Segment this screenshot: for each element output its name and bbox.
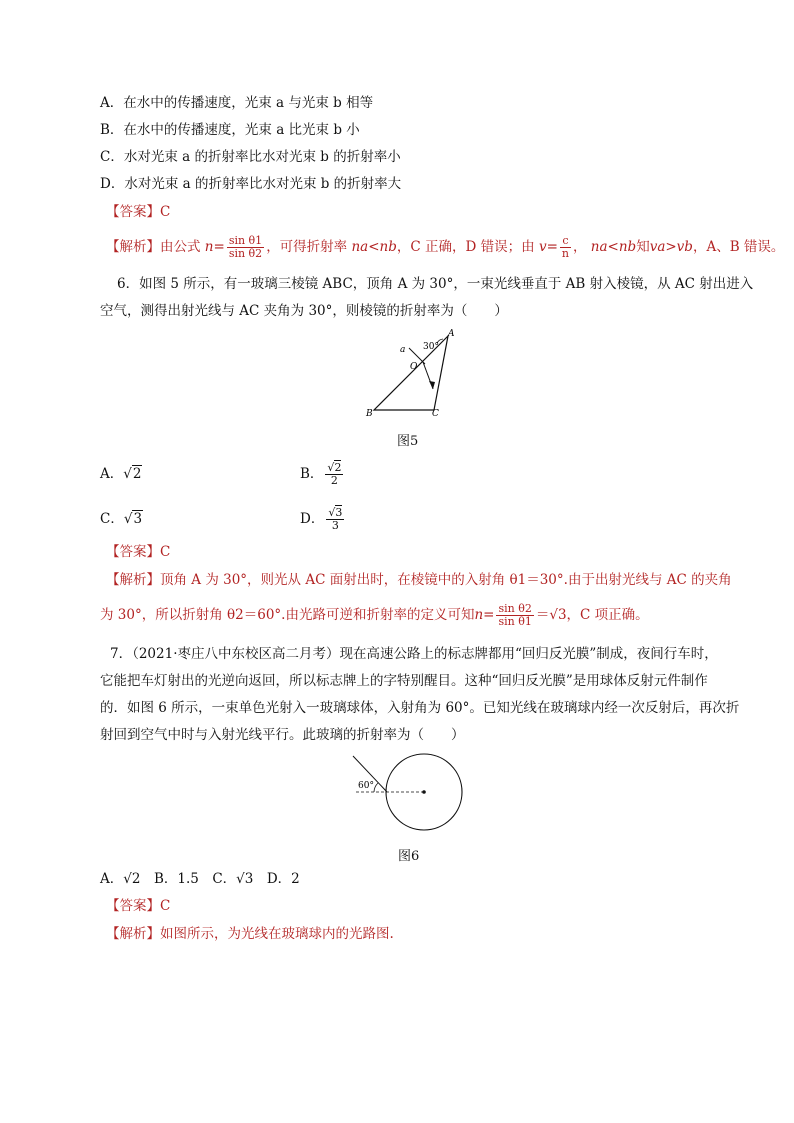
q6-stem-line-2: 空气，测得出射光线与 AC 夹角为 30°，则棱镜的折射率为（ ） (100, 303, 508, 319)
option-b-fraction: $\frac{√2}{2}$ (327, 461, 342, 487)
q5-option-a: A．在水中的传播速度，光束 a 与光束 b 相等 (100, 95, 374, 111)
q6-analysis-line-2: 为 30°，所以折射角 θ2＝60°.由光路可逆和折射率的定义可知n= $\frac{\text{sin θ2}}{\text{sin θ1}}$ ＝√3，C 项正确。 (100, 602, 649, 628)
q6-answer: 【答案】C (106, 544, 171, 560)
q5-formula-fraction: $\frac{\text{sin θ1}}{\text{sin θ2}}$ (228, 234, 263, 260)
sphere-figure (346, 750, 466, 840)
q6-option-a: A．√2 (100, 466, 142, 482)
label-vertex-a: A (448, 329, 455, 339)
q5-option-d: D．水对光束 a 的折射率比水对光束 b 的折射率大 (100, 176, 402, 192)
label-o: O (410, 362, 418, 372)
q5-option-b: B．在水中的传播速度，光束 a 比光束 b 小 (100, 122, 360, 138)
q7-stem-line-2: 它能把车灯射出的光逆向返回，所以标志牌上的字特别醒目。这种“回归反光膜”是用球体反射元件制作 (100, 673, 708, 689)
label-vertex-c: C (432, 409, 439, 419)
q6-formula-fraction: $\frac{\text{sin θ2}}{\text{sin θ1}}$ (498, 602, 532, 628)
q7-stem-line-4: 射回到空气中时与入射光线平行。此玻璃的折射率为（ ） (100, 727, 465, 743)
q7-analysis: 【解析】如图所示，为光线在玻璃球内的光路图. (106, 926, 394, 942)
option-d-fraction: $\frac{√3}{3}$ (328, 506, 343, 532)
label-vertex-b: B (366, 409, 373, 419)
sphere-center (422, 790, 426, 794)
incidence-angle-arc (374, 783, 378, 792)
q5-analysis: 【解析】由公式 n= $\frac{\text{sin θ1}}{\text{sin θ2}}$ ，可得折射率 na<nb，C 正确，D 错误；由 v= $\frac{c}{n}$ ， na<nb知va>vb，A、B 错误。 (106, 234, 785, 260)
q6-analysis-line-1: 【解析】顶角 A 为 30°，则光从 AC 面射出时，在棱镜中的入射角 θ1＝30°.由于出射光线与 AC 的夹角 (106, 572, 732, 588)
q7-answer: 【答案】C (106, 898, 171, 914)
q7-stem-line-3: 的．如图 6 所示，一束单色光射入一玻璃球体，入射角为 60°。已知光线在玻璃球内经一次反射后，再次折 (100, 700, 740, 716)
label-angle: 30° (423, 342, 439, 352)
sqrt-3: √3 (123, 511, 143, 527)
q6-option-b: B． $\frac{√2}{2}$ (300, 461, 342, 487)
figure-5-caption: 图5 (397, 434, 419, 449)
sqrt-2: √2 (123, 466, 142, 482)
q6-option-d: D． $\frac{√3}{3}$ (300, 506, 343, 532)
q5-answer: 【答案】C (106, 204, 171, 220)
q6-stem-line-1: 6．如图 5 所示，有一玻璃三棱镜 ABC，顶角 A 为 30°，一束光线垂直于 AB 射入棱镜，从 AC 射出进入 (117, 276, 754, 292)
ray-arrow (429, 381, 435, 389)
q5-option-c: C．水对光束 a 的折射率比水对光束 b 的折射率小 (100, 149, 401, 165)
label-a: a (400, 345, 406, 355)
q7-options: A．√2 B．1.5 C．√3 D．2 (100, 871, 300, 887)
angle-60-label: 60° (358, 781, 374, 791)
q6-option-c: C．√3 (100, 511, 143, 527)
q7-stem-line-1: 7．（2021·枣庄八中东校区高二月考）现在高速公路上的标志牌都用“回归反光膜”制成，夜间行车时， (110, 646, 718, 662)
prism-figure (360, 326, 460, 422)
figure-6-caption: 图6 (398, 849, 420, 864)
q5-speed-fraction: $\frac{c}{n}$ (561, 234, 569, 260)
